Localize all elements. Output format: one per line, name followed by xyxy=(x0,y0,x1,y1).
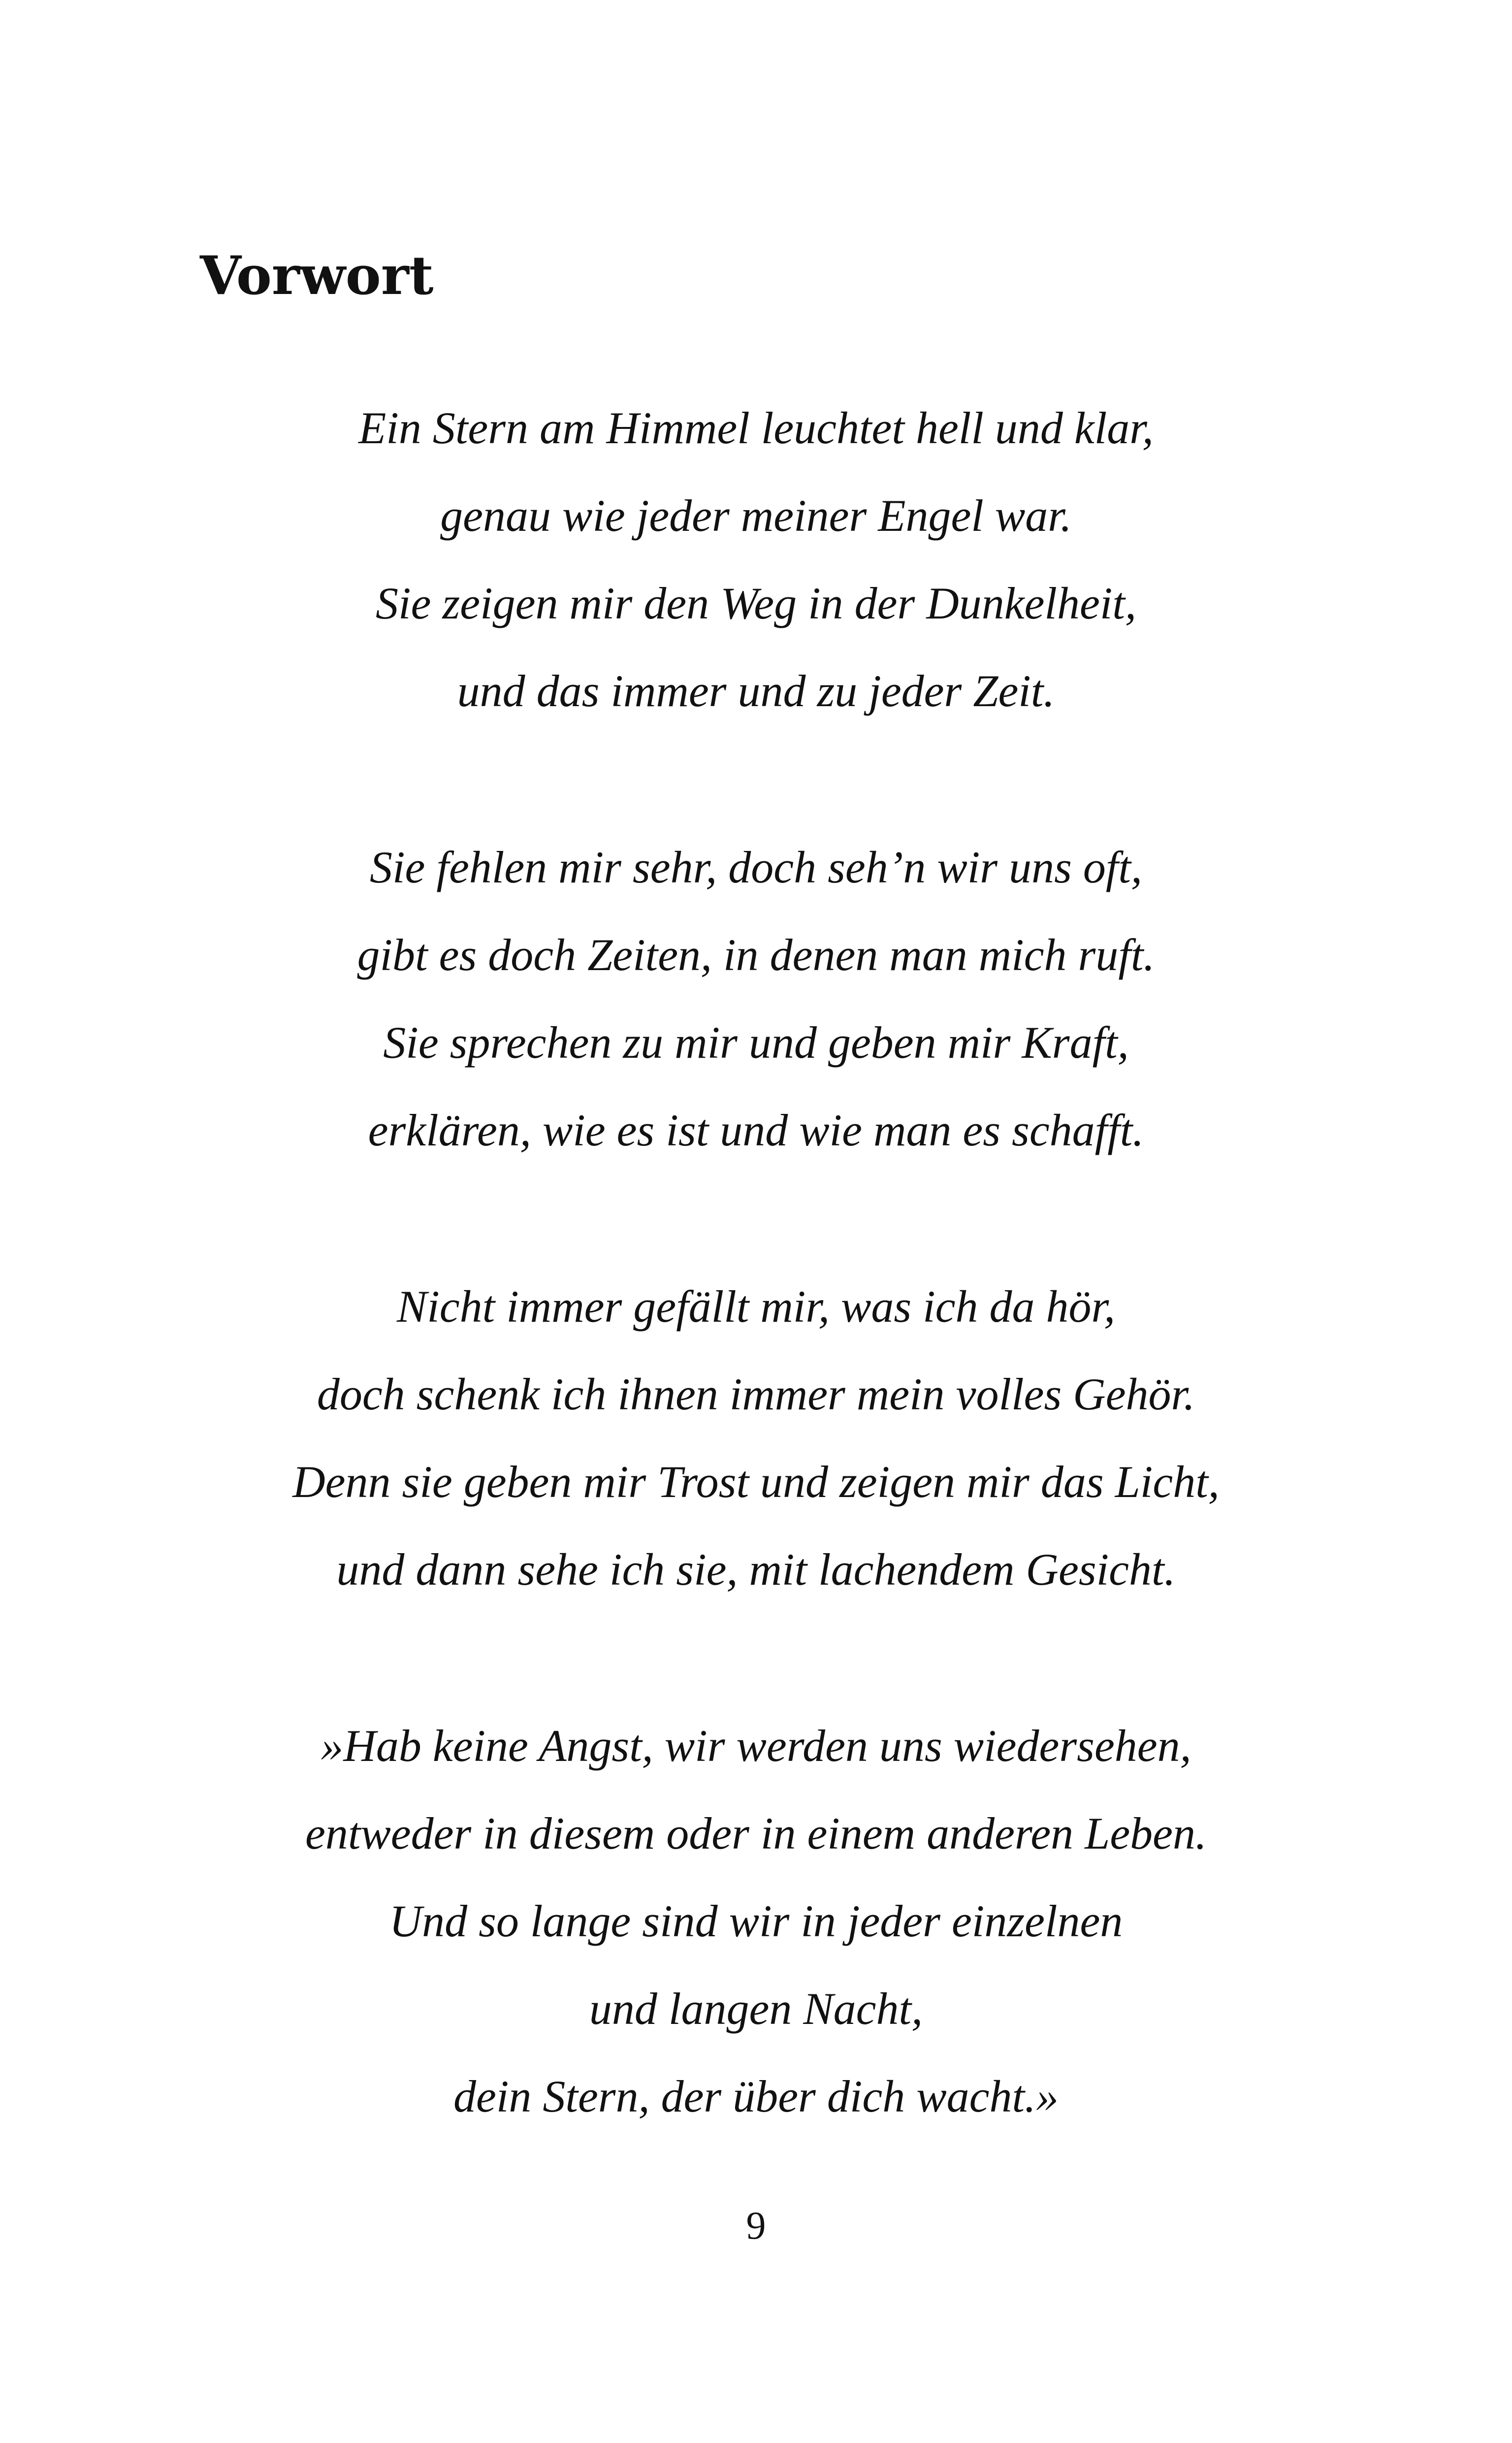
poem-line: und das immer und zu jeder Zeit. xyxy=(457,666,1055,716)
poem-line: »Hab keine Angst, wir werden uns wiedersehen, xyxy=(321,1721,1191,1771)
poem-line: Sie sprechen zu mir und geben mir Kraft, xyxy=(383,1017,1129,1068)
page-number: 9 xyxy=(746,2204,766,2248)
poem-line: doch schenk ich ihnen immer mein volles Gehör. xyxy=(317,1369,1195,1419)
stanza-3 xyxy=(0,1263,1512,1613)
poem-line: Ein Stern am Himmel leuchtet hell und klar, xyxy=(358,403,1154,453)
poem-line: dein Stern, der über dich wacht.» xyxy=(453,2071,1059,2121)
poem-line: und langen Nacht, xyxy=(589,1984,923,2034)
poem-line: Nicht immer gefällt mir, was ich da hör, xyxy=(396,1281,1116,1332)
poem-line: Und so lange sind wir in jeder einzelnen xyxy=(389,1896,1123,1946)
poem-line: genau wie jeder meiner Engel war. xyxy=(440,490,1072,541)
poem-line: gibt es doch Zeiten, in denen man mich ruft. xyxy=(357,930,1155,980)
stanza-2 xyxy=(0,823,1512,1174)
poem-line: erklären, wie es ist und wie man es schafft. xyxy=(368,1105,1144,1155)
poem-line: entweder in diesem oder in einem anderen Leben. xyxy=(305,1808,1207,1858)
stanza-4 xyxy=(0,1702,1512,2140)
poem-line: Denn sie geben mir Trost und zeigen mir das Licht, xyxy=(292,1457,1220,1507)
stanza-1 xyxy=(0,384,1512,735)
poem-line: Sie fehlen mir sehr, doch seh’n wir uns oft, xyxy=(370,842,1142,892)
chapter-heading: Vorwort xyxy=(200,245,434,307)
poem-line: Sie zeigen mir den Weg in der Dunkelheit, xyxy=(376,578,1136,628)
poem xyxy=(0,384,1512,2229)
poem-line: und dann sehe ich sie, mit lachendem Gesicht. xyxy=(336,1544,1176,1595)
